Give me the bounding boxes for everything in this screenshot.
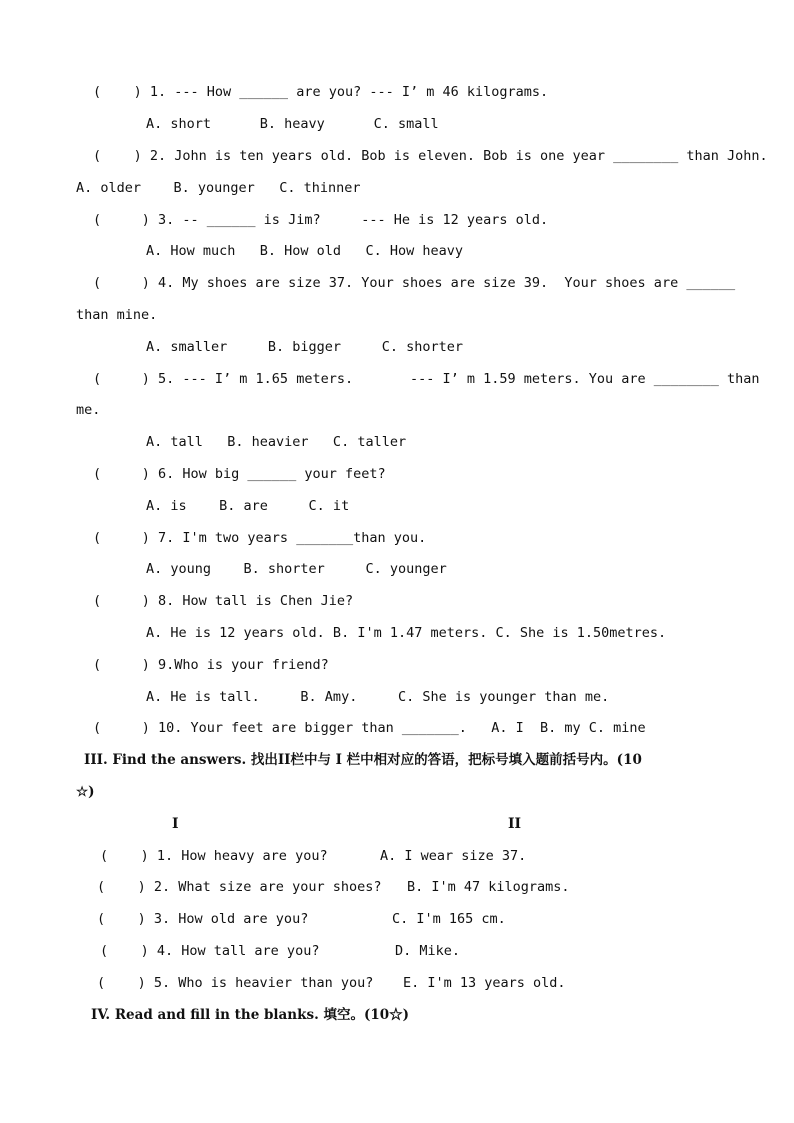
match-item-b-answer: B. I'm 47 kilograms. bbox=[407, 879, 570, 895]
match-item-d-answer: D. Mike. bbox=[395, 943, 461, 959]
question-5-continued: me. bbox=[76, 402, 101, 418]
question-7: ( ) 7. I'm two years _______than you. bbox=[93, 530, 427, 546]
match-item-e-answer: E. I'm 13 years old. bbox=[403, 975, 566, 991]
question-7-options: A. young B. shorter C. younger bbox=[146, 561, 447, 577]
match-item-1-question: ( ) 1. How heavy are you? bbox=[100, 848, 328, 864]
section-3-title: III. Find the answers. 找出II栏中与 I 栏中相对应的答语，把标号填入题前括号内。(10 bbox=[84, 752, 642, 768]
question-9: ( ) 9.Who is your friend? bbox=[93, 657, 329, 673]
question-2: ( ) 2. John is ten years old. Bob is eleven. Bob is one year ________ than John. bbox=[93, 148, 768, 164]
match-item-a-answer: A. I wear size 37. bbox=[380, 848, 527, 864]
question-5: ( ) 5. --- I’ m 1.65 meters. --- I’ m 1.59 meters. You are ________ than bbox=[93, 371, 760, 387]
question-5-options: A. tall B. heavier C. taller bbox=[146, 434, 407, 450]
match-item-3-question: ( ) 3. How old are you? bbox=[97, 911, 309, 927]
column-1-label: I bbox=[172, 816, 179, 832]
question-4: ( ) 4. My shoes are size 37. Your shoes are size 39. Your shoes are ______ bbox=[93, 275, 736, 291]
question-6: ( ) 6. How big ______ your feet? bbox=[93, 466, 386, 482]
question-9-options: A. He is tall. B. Amy. C. She is younger than me. bbox=[146, 689, 610, 705]
question-8-options: A. He is 12 years old. B. I'm 1.47 meters. C. She is 1.50metres. bbox=[146, 625, 667, 641]
question-6-options: A. is B. are C. it bbox=[146, 498, 350, 514]
match-item-c-answer: C. I'm 165 cm. bbox=[392, 911, 506, 927]
section-3-title-continued: ☆) bbox=[76, 784, 95, 800]
question-3: ( ) 3. -- ______ is Jim? --- He is 12 years old. bbox=[93, 212, 549, 228]
section-4-title: IV. Read and fill in the blanks. 填空。(10☆) bbox=[91, 1007, 410, 1023]
column-2-label: II bbox=[508, 816, 522, 832]
question-8: ( ) 8. How tall is Chen Jie? bbox=[93, 593, 354, 609]
question-1: ( ) 1. --- How ______ are you? --- I’ m 46 kilograms. bbox=[93, 84, 549, 100]
match-item-5-question: ( ) 5. Who is heavier than you? bbox=[97, 975, 374, 991]
match-item-4-question: ( ) 4. How tall are you? bbox=[100, 943, 320, 959]
question-4-continued: than mine. bbox=[76, 307, 158, 323]
question-3-options: A. How much B. How old C. How heavy bbox=[146, 243, 463, 259]
question-1-options: A. short B. heavy C. small bbox=[146, 116, 439, 132]
match-item-2-question: ( ) 2. What size are your shoes? bbox=[97, 879, 382, 895]
question-2-options: A. older B. younger C. thinner bbox=[76, 180, 361, 196]
question-10: ( ) 10. Your feet are bigger than _______. A. I B. my C. mine bbox=[93, 720, 646, 736]
question-4-options: A. smaller B. bigger C. shorter bbox=[146, 339, 463, 355]
